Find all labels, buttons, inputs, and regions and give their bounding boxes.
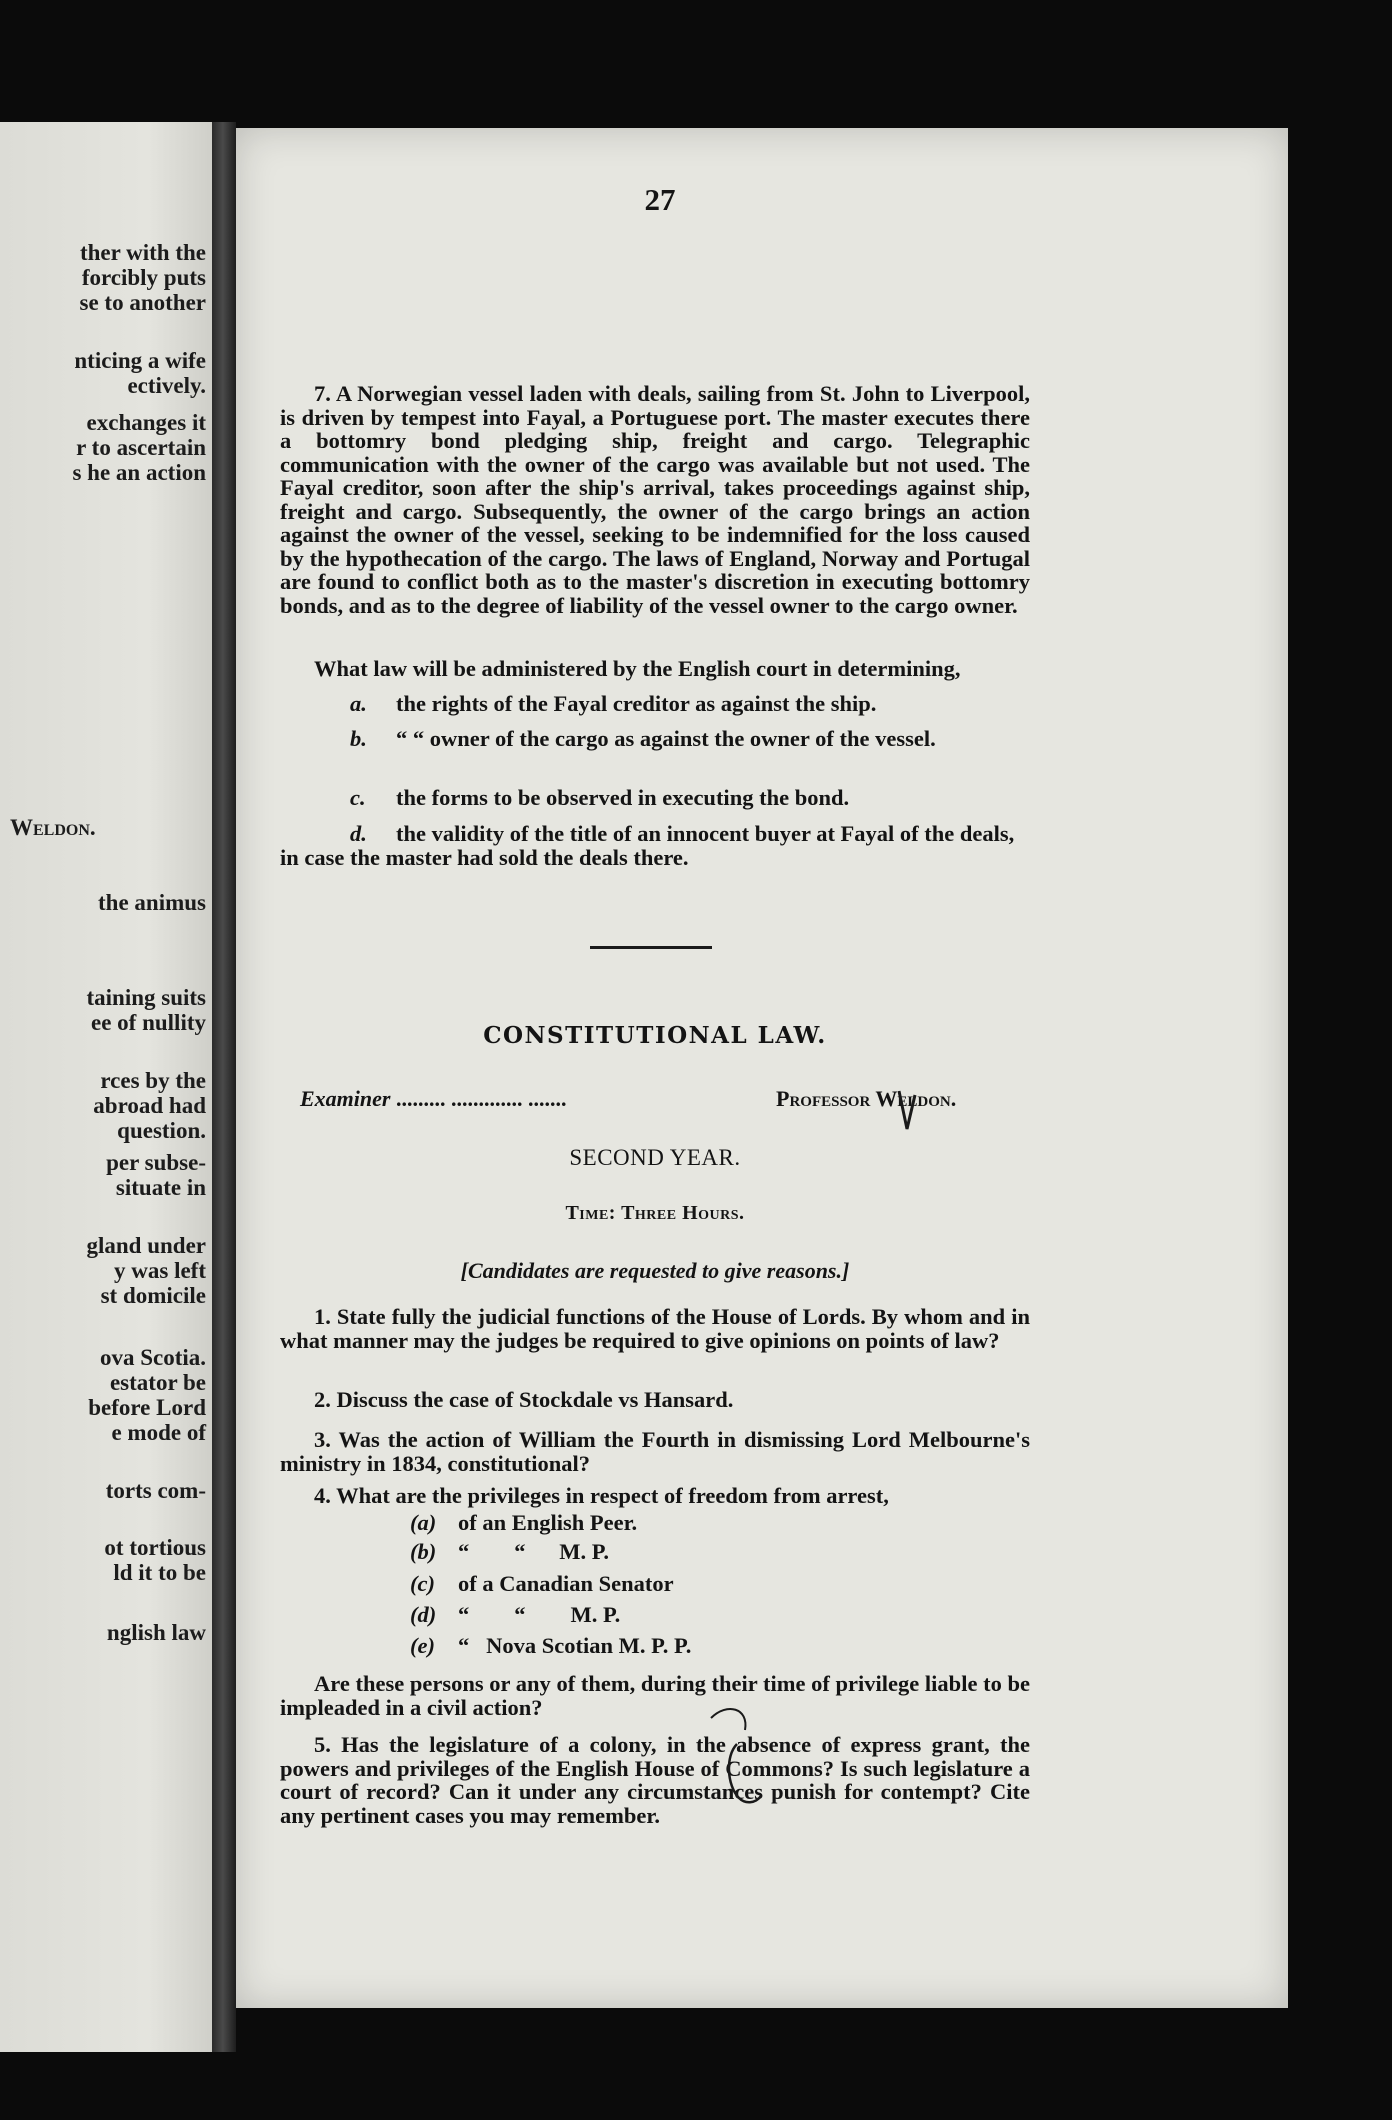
item-text: “ “ owner of the cargo as against the owner of the vessel. — [396, 726, 936, 751]
left-page-text-fragment: the animus — [98, 890, 206, 915]
item-text: the rights of the Fayal creditor as against the ship. — [396, 691, 877, 716]
q4-option-d — [410, 1603, 620, 1627]
left-page-text-fragment: estator be — [109, 1370, 206, 1395]
left-page-text-fragment: exchanges it — [86, 410, 206, 435]
left-page-text-fragment: e mode of — [111, 1420, 206, 1445]
left-page-text-fragment: ld it to be — [113, 1560, 206, 1585]
left-page-text-fragment: ectively. — [127, 373, 206, 398]
left-page-text-fragment: per subse- — [106, 1150, 206, 1175]
left-page-text-fragment: s he an action — [72, 460, 206, 485]
examiner-label: Examiner — [300, 1086, 391, 1111]
option-letter: (e) — [410, 1633, 435, 1658]
question-5: 5. Has the legislature of a colony, in the absence of express grant, the powers and privileges of the English House of Commons? Is such legislature a court of record? Can it under any circumstances punish for contempt? Cite any pertinent cases you may remember. — [280, 1732, 1030, 1828]
left-page-signature: Weldon. — [10, 815, 96, 840]
item-letter: a. — [350, 691, 367, 716]
examiner-name: Professor Weldon. — [776, 1086, 957, 1111]
instructions: [Candidates are requested to give reasons.] — [460, 1258, 850, 1283]
item-letter: d. — [350, 821, 367, 846]
question-7-item-b — [280, 727, 1030, 751]
item-letter: b. — [350, 726, 367, 751]
left-page-text-fragment: ot tortious — [104, 1535, 206, 1560]
section-title: CONSTITUTIONAL LAW. — [483, 1022, 827, 1049]
question-1: 1. State fully the judicial functions of the House of Lords. By whom and in what manner may the judges be required to give opinions on points of law? — [280, 1304, 1030, 1353]
left-page-text-fragment: r to ascertain — [76, 435, 206, 460]
left-page-text-fragment: y was left — [114, 1258, 206, 1283]
section-divider — [590, 946, 712, 949]
left-page-text-fragment: torts com- — [105, 1478, 206, 1503]
option-text: “ Nova Scotian M. P. P. — [458, 1633, 692, 1658]
left-page-text-fragment: st domicile — [100, 1283, 206, 1308]
option-text: “ “ M. P. — [458, 1602, 621, 1627]
question-3: 3. Was the action of William the Fourth in dismissing Lord Melbourne's ministry in 1834, constitutional? — [280, 1427, 1030, 1476]
item-letter: c. — [350, 785, 366, 810]
question-4: 4. What are the privileges in respect of freedom from arrest, — [314, 1483, 889, 1508]
left-page-text-fragment: forcibly puts — [81, 265, 206, 290]
option-letter: (c) — [410, 1571, 435, 1596]
left-page-text-fragment: ther with the — [79, 240, 206, 265]
question-2: 2. Discuss the case of Stockdale vs Hansard. — [314, 1387, 734, 1412]
q4-option-a — [410, 1511, 637, 1535]
year-title: SECOND YEAR. — [569, 1145, 741, 1170]
left-page-text-fragment: gland under — [86, 1233, 206, 1258]
left-page-text-fragment: taining suits — [86, 985, 206, 1010]
examiner-line — [300, 1086, 1020, 1112]
option-text: of an English Peer. — [458, 1510, 638, 1535]
left-page-text-fragment: se to another — [79, 290, 206, 315]
left-page-text-fragment: nticing a wife — [74, 348, 206, 373]
left-page-text-fragment: ee of nullity — [91, 1010, 206, 1035]
q4-option-b — [410, 1540, 609, 1564]
left-page-text-fragment: ova Scotia. — [99, 1345, 206, 1370]
question-7-paragraph: 7. A Norwegian vessel laden with deals, sailing from St. John to Liverpool, is driven by tempest into Fayal, a Portuguese port. The master executes there a bottomry bond pledging ship, freight and cargo. Telegraphic communication with the owner of the cargo was available but not used. The Fayal creditor, soon after the ship's arrival, takes proceedings against ship, freight and cargo. Subsequently, the owner of the cargo brings an action against the owner of the vessel, seeking to be indemnified for the loss caused by the hypothecation of the cargo. The laws of England, Norway and Portugal are found to conflict both as to the master's discretion in executing bottomry bonds, and as to the degree of liability of the vessel owner to the cargo owner. — [280, 381, 1030, 618]
left-page-text-fragment: question. — [117, 1118, 206, 1143]
question-4-followup: Are these persons or any of them, during their time of privilege liable to be impleaded in a civil action? — [280, 1671, 1030, 1720]
time-allowed: Time: Three Hours. — [565, 1202, 745, 1224]
question-7-item-a — [280, 692, 1030, 716]
option-letter: (d) — [410, 1602, 437, 1627]
question-7-item-c — [280, 786, 1030, 810]
option-letter: (a) — [410, 1510, 437, 1535]
page-number: 27 — [644, 182, 676, 217]
item-text: the validity of the title of an innocent buyer at Fayal of the deals, in case the master had sold the deals there. — [280, 821, 1015, 870]
left-page-text-fragment: nglish law — [106, 1620, 206, 1645]
question-7-prompt: What law will be administered by the English court in determining, — [314, 656, 961, 681]
option-text: of a Canadian Senator — [458, 1571, 674, 1596]
left-page-text-fragment: situate in — [115, 1175, 206, 1200]
left-page-text-fragment: abroad had — [93, 1093, 206, 1118]
question-7-item-d — [280, 822, 1030, 869]
previous-page-fragment — [0, 122, 212, 2052]
left-page-text-fragment: rces by the — [100, 1068, 206, 1093]
book-gutter — [212, 122, 236, 2052]
option-text: “ “ M. P. — [458, 1539, 610, 1564]
examiner-dots: ......... ............. ....... — [395, 1086, 567, 1111]
q4-option-c — [410, 1572, 674, 1596]
item-text: the forms to be observed in executing the bond. — [396, 785, 850, 810]
option-letter: (b) — [410, 1539, 437, 1564]
left-page-text-fragment: before Lord — [88, 1395, 206, 1420]
q4-option-e — [410, 1634, 691, 1658]
